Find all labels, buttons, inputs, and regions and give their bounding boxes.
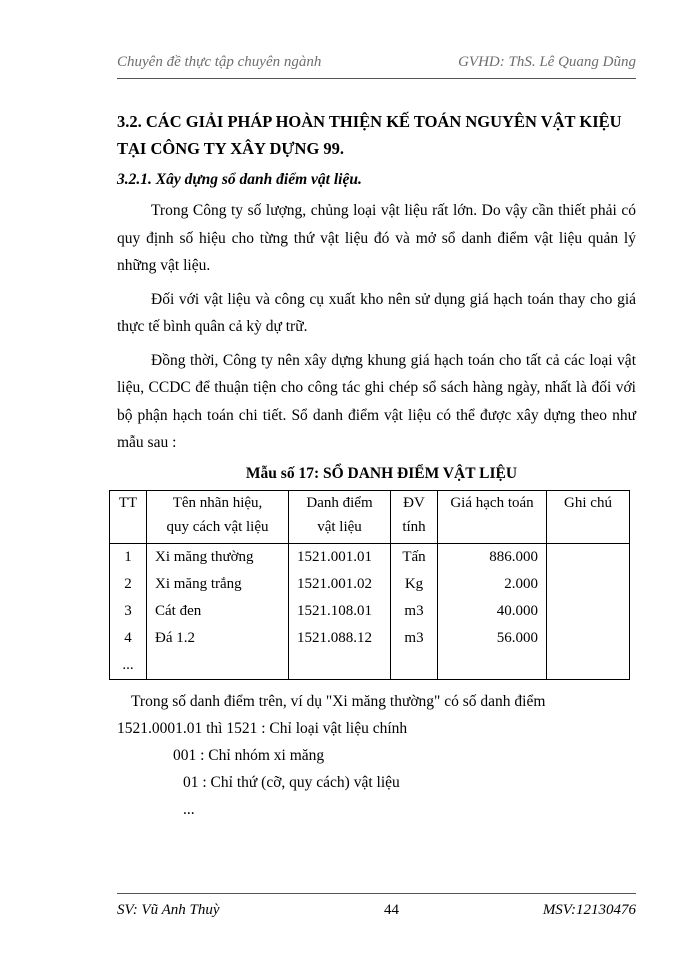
header-left: Chuyên đề thực tập chuyên ngành	[117, 54, 322, 70]
header-note: Ghi chú	[547, 490, 630, 543]
cell-note	[547, 571, 630, 598]
cell-tt: 3	[110, 598, 147, 625]
explanation-line-3: 001 : Chỉ nhóm xi măng	[173, 746, 325, 764]
table-explanation	[117, 688, 636, 823]
cell-note	[547, 598, 630, 625]
cell-name: Cát đen	[147, 598, 289, 625]
cell-tt: ...	[110, 652, 147, 680]
table-row	[110, 571, 630, 598]
cell-code: 1521.108.01	[289, 598, 391, 625]
cell-price	[438, 652, 547, 680]
cell-code: 1521.001.01	[289, 543, 391, 571]
cell-price: 40.000	[438, 598, 547, 625]
explanation-line-4: 01 : Chỉ thứ (cỡ, quy cách) vật liệu	[183, 773, 400, 791]
page-content	[117, 108, 636, 823]
cell-note	[547, 625, 630, 652]
cell-name: Đá 1.2	[147, 625, 289, 652]
cell-unit: m3	[391, 625, 438, 652]
cell-code: 1521.001.02	[289, 571, 391, 598]
cell-note	[547, 652, 630, 680]
cell-unit: Kg	[391, 571, 438, 598]
cell-tt: 4	[110, 625, 147, 652]
header-code: Danh điểm vật liệu	[289, 490, 391, 543]
cell-tt: 1	[110, 543, 147, 571]
cell-note	[547, 543, 630, 571]
cell-tt: 2	[110, 571, 147, 598]
table-row	[110, 598, 630, 625]
table-row	[110, 625, 630, 652]
header-price: Giá hạch toán	[438, 490, 547, 543]
explanation-line-1: Trong số danh điểm trên, ví dụ "Xi măng thường" có số danh điểm	[131, 692, 546, 710]
explanation-line-2: 1521.0001.01 thì 1521 : Chỉ loại vật liệu chính	[117, 719, 408, 737]
table-header-row	[110, 490, 630, 543]
header-name: Tên nhãn hiệu, quy cách vật liệu	[147, 490, 289, 543]
material-catalog-table	[109, 490, 630, 680]
section-heading-line2: TẠI CÔNG TY XÂY DỰNG 99.	[117, 139, 345, 158]
cell-code: 1521.088.12	[289, 625, 391, 652]
cell-name: Xi măng trắng	[147, 571, 289, 598]
cell-unit: m3	[391, 598, 438, 625]
paragraph-2: Đối với vật liệu và công cụ xuất kho nên sử dụng giá hạch toán thay cho giá thực tế bình quân cả kỳ dự trữ.	[117, 290, 636, 335]
cell-price: 56.000	[438, 625, 547, 652]
subsection-heading: 3.2.1. Xây dựng sổ danh điểm vật liệu.	[117, 171, 362, 188]
header-unit: ĐV tính	[391, 490, 438, 543]
paragraph-3: Đồng thời, Công ty nên xây dựng khung giá hạch toán cho tất cả các loại vật liệu, CCDC để thuận tiện cho công tác ghi chép sổ sách hàng ngày, nhất là đối với bộ phận hạch toán chi tiết. Sổ danh điểm vật liệu có thể được xây dựng theo như mẫu sau :	[117, 351, 636, 451]
header-rule	[117, 78, 636, 79]
cell-unit: Tấn	[391, 543, 438, 571]
footer-rule	[117, 893, 636, 894]
table-row	[110, 652, 630, 680]
cell-name	[147, 652, 289, 680]
cell-price: 886.000	[438, 543, 547, 571]
cell-unit	[391, 652, 438, 680]
cell-code	[289, 652, 391, 680]
cell-price: 2.000	[438, 571, 547, 598]
section-heading-line1: 3.2. CÁC GIẢI PHÁP HOÀN THIỆN KẾ TOÁN NGUYÊN VẬT KIỆU	[117, 112, 622, 131]
cell-name: Xi măng thường	[147, 543, 289, 571]
header-tt: TT	[110, 490, 147, 543]
paragraph-1: Trong Công ty số lượng, chủng loại vật liệu rất lớn. Do vậy cần thiết phải có quy định số hiệu cho từng thứ vật liệu đó và mở sổ danh điểm vật liệu quản lý những vật liệu.	[117, 202, 636, 274]
header-right: GVHD: ThS. Lê Quang Dũng	[458, 54, 636, 70]
footer-right: MSV:12130476	[542, 902, 636, 918]
table-row	[110, 543, 630, 571]
explanation-line-5: ...	[183, 800, 195, 818]
table-caption: Mẫu số 17: SỔ DANH ĐIỂM VẬT LIỆU	[245, 464, 518, 482]
page-number: 44	[384, 902, 399, 918]
footer-left: SV: Vũ Anh Thuỳ	[117, 902, 220, 918]
